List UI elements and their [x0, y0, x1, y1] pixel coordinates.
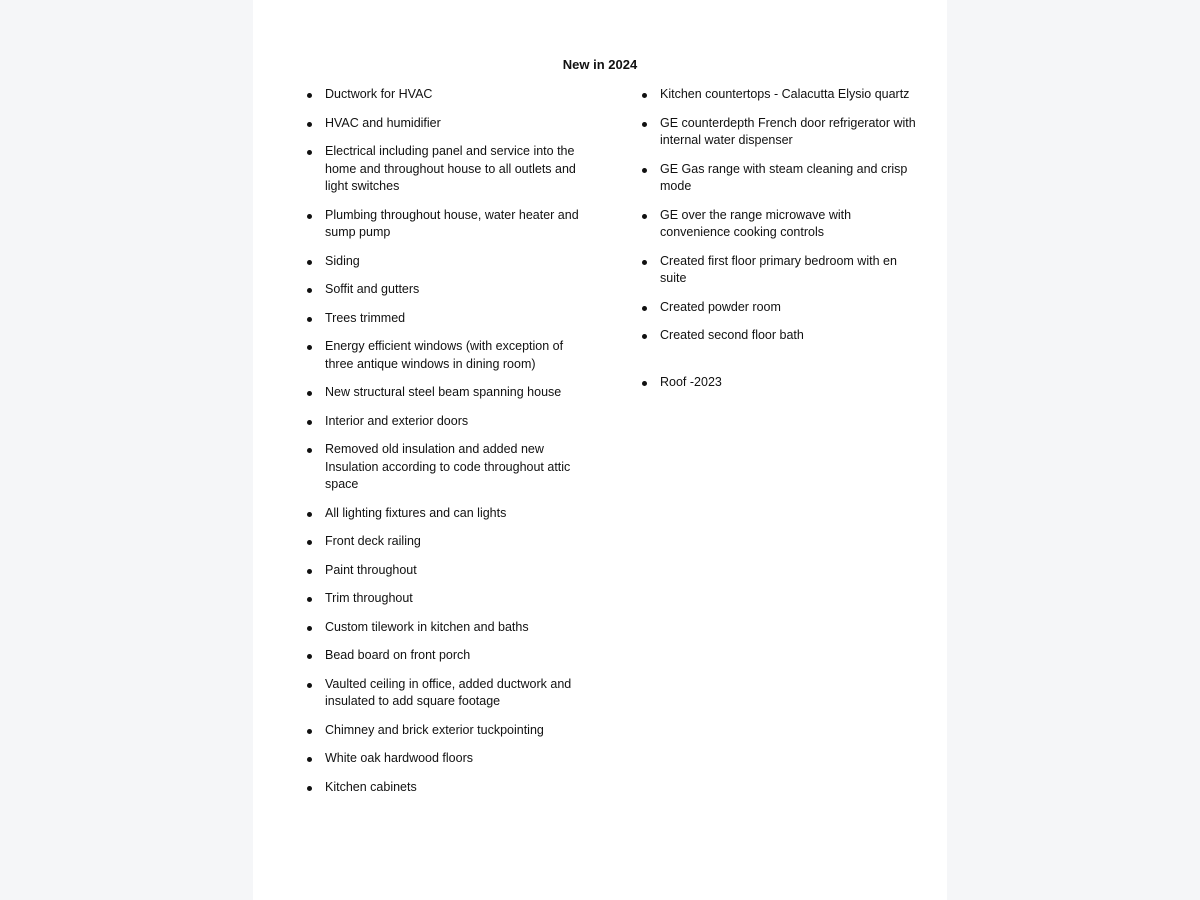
bullet-icon — [307, 786, 312, 791]
list-item-text: Roof -2023 — [660, 374, 722, 389]
list-item — [325, 676, 580, 711]
list-item-text: Electrical including panel and service into the home and throughout house to all outlets and light switches — [325, 144, 576, 193]
list-item — [660, 207, 918, 242]
list-item — [325, 779, 580, 797]
list-item-text: GE counterdepth French door refrigerator with internal water dispenser — [660, 115, 916, 147]
bullet-icon — [642, 214, 647, 219]
bullet-icon — [307, 391, 312, 396]
list-item-text: Paint throughout — [325, 562, 417, 577]
list-item — [660, 161, 918, 196]
list-item — [660, 327, 918, 345]
list-item — [325, 413, 580, 431]
list-item — [325, 722, 580, 740]
document-page — [253, 0, 947, 900]
list-item — [325, 533, 580, 551]
list-item — [660, 299, 918, 317]
list-item-text: Front deck railing — [325, 534, 421, 548]
list-item-text: Soffit and gutters — [325, 282, 420, 296]
bullet-icon — [307, 512, 312, 517]
list-item — [325, 310, 580, 328]
bullet-icon — [642, 122, 647, 127]
bullet-icon — [642, 168, 647, 173]
list-item — [660, 374, 918, 392]
bullet-icon — [642, 260, 647, 265]
bullet-icon — [642, 93, 647, 98]
list-item-text: Kitchen countertops - Calacutta Elysio quartz — [660, 87, 910, 101]
bullet-icon — [307, 260, 312, 265]
list-item-text: Removed old insulation and added new Insulation according to code throughout attic space — [325, 442, 571, 491]
list-item-text: Ductwork for HVAC — [325, 87, 433, 101]
list-item — [325, 505, 580, 523]
list-item — [325, 562, 580, 580]
list-item-text: Created first floor primary bedroom with en suite — [660, 253, 897, 285]
list-item — [325, 590, 580, 608]
list-item — [325, 143, 580, 196]
bullet-icon — [307, 448, 312, 453]
list-item — [325, 441, 580, 494]
right-item-list — [660, 86, 918, 402]
bullet-icon — [307, 214, 312, 219]
list-item-text: Interior and exterior doors — [325, 413, 469, 428]
list-item — [325, 86, 580, 104]
list-item-text: HVAC and humidifier — [325, 115, 441, 130]
list-item-text: GE over the range microwave with convenience cooking controls — [660, 207, 852, 239]
list-item — [660, 86, 918, 104]
bullet-icon — [642, 306, 647, 311]
list-item — [660, 115, 918, 150]
bullet-icon — [642, 381, 647, 386]
list-item-text: Chimney and brick exterior tuckpointing — [325, 722, 544, 737]
bullet-icon — [307, 93, 312, 98]
list-item-text: Siding — [325, 253, 360, 268]
bullet-icon — [642, 334, 647, 339]
bullet-icon — [307, 317, 312, 322]
list-item-text: Trim throughout — [325, 591, 413, 605]
list-item — [325, 619, 580, 637]
list-item-text: All lighting fixtures and can lights — [325, 505, 507, 520]
list-item-text: Bead board on front porch — [325, 648, 471, 662]
bullet-icon — [307, 345, 312, 350]
list-item-text: Vaulted ceiling in office, added ductwork and insulated to add square footage — [325, 676, 572, 708]
document-title: New in 2024 — [562, 57, 638, 72]
list-item-text: Created second floor bath — [660, 328, 804, 342]
list-item — [325, 115, 580, 133]
list-item — [325, 384, 580, 402]
list-item — [660, 253, 918, 288]
bullet-icon — [307, 540, 312, 545]
list-item — [325, 253, 580, 271]
bullet-icon — [307, 420, 312, 425]
list-item-text: Created powder room — [660, 299, 781, 314]
list-item — [325, 750, 580, 768]
list-item-text: Plumbing throughout house, water heater and sump pump — [325, 207, 579, 239]
bullet-icon — [307, 729, 312, 734]
bullet-icon — [307, 122, 312, 127]
list-item — [325, 338, 580, 373]
bullet-icon — [307, 597, 312, 602]
list-item-text: Custom tilework in kitchen and baths — [325, 619, 529, 634]
left-item-list — [325, 86, 580, 807]
list-item-text: Trees trimmed — [325, 310, 406, 325]
bullet-icon — [307, 757, 312, 762]
list-item-text: White oak hardwood floors — [325, 751, 473, 765]
list-item-text: New structural steel beam spanning house — [325, 385, 562, 399]
bullet-icon — [307, 569, 312, 574]
bullet-icon — [307, 626, 312, 631]
bullet-icon — [307, 683, 312, 688]
list-item — [325, 281, 580, 299]
list-item — [325, 647, 580, 665]
list-item-text: GE Gas range with steam cleaning and crisp mode — [660, 161, 908, 193]
list-item-text: Energy efficient windows (with exception of three antique windows in dining room) — [325, 339, 564, 371]
list-item — [325, 207, 580, 242]
bullet-icon — [307, 150, 312, 155]
bullet-icon — [307, 288, 312, 293]
bullet-icon — [307, 654, 312, 659]
list-item-text: Kitchen cabinets — [325, 779, 417, 794]
